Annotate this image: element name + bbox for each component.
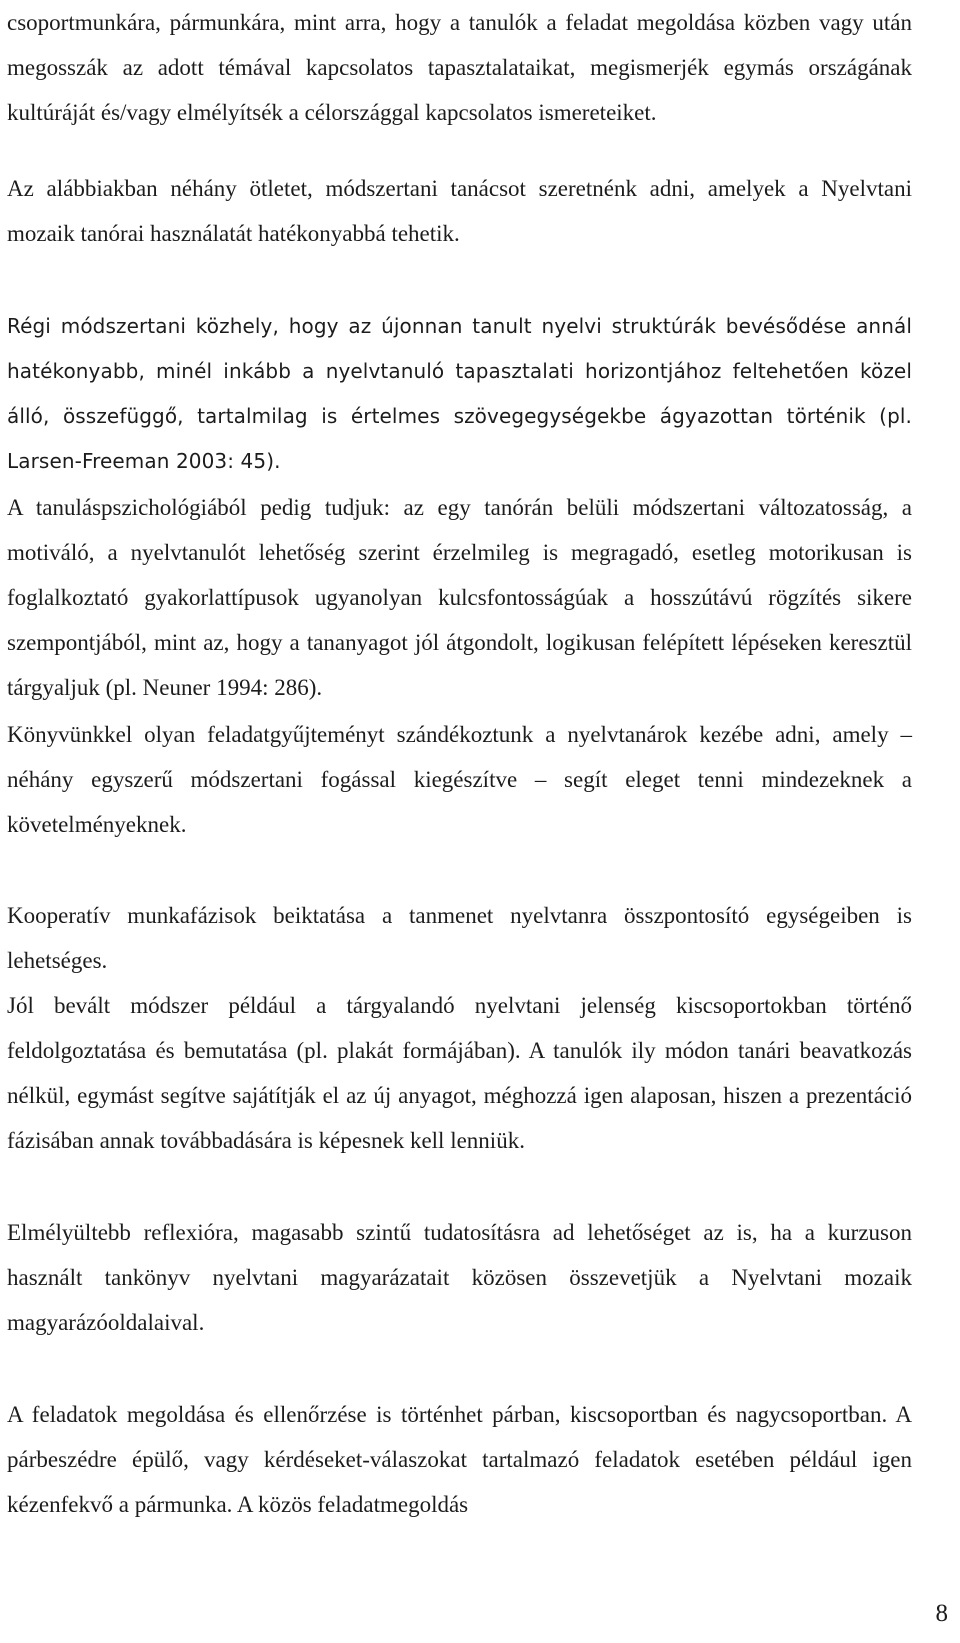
- paragraph-book-purpose: Könyvünkkel olyan feladatgyűjteményt szándékoztunk a nyelvtanárok kezébe adni, amely – néhány egyszerű módszertani fogással kiegészítve – segít eleget tenni mindezeknek a követelményeknek.: [7, 722, 912, 837]
- paragraph-intro-continuation: csoportmunkára, pármunkára, mint arra, hogy a tanulók a feladat megoldása közben vagy után megosszák az adott témával kapcsolatos tapasztalataikat, megismerjék egymás országának kultúráját és/vagy elmélyítsék a célországgal kapcsolatos ismereteiket.: [7, 10, 912, 125]
- paragraph-pair-group-work: A feladatok megoldása és ellenőrzése is történhet párban, kiscsoportban és nagycsoportban. A párbeszédre épülő, vagy kérdéseket-válaszokat tartalmazó feladatok esetében például igen kézenfekvő a pármunka. A közös feladatmegoldás: [7, 1402, 912, 1517]
- paragraph-learning-psychology: A tanuláspszichológiából pedig tudjuk: az egy tanórán belüli módszertani változatosság, a motiváló, a nyelvtanulót lehetőség szerint érzelmileg is megragadó, esetleg motorikusan is foglalkoztató gyakorlattípusok ugyanolyan kulcsfontosságúak a hosszútávú rögzítés sikere szempontjából, mint az, hogy a tananyagot jól átgondolt, logikusan felépített lépéseken keresztül tárgyaljuk (pl. Neuner 1994: 286).: [7, 495, 912, 700]
- paragraph-proven-method: Jól bevált módszer például a tárgyalandó nyelvtani jelenség kiscsoportokban történő feldolgoztatása és bemutatása (pl. plakát formájában). A tanulók ily módon tanári beavatkozás nélkül, egymást segítve sajátítják el az új anyagot, méghozzá igen alaposan, hiszen a prezentáció fázisában annak továbbadására is képesnek kell lenniük.: [7, 993, 912, 1153]
- paragraph-methodology-commonplace: Régi módszertani közhely, hogy az újonnan tanult nyelvi struktúrák bevésődése annál hatékonyabb, minél inkább a nyelvtanuló tapasztalati horizontjához feltehetően közel álló, összefüggő, tartalmilag is értelmes szövegegységekbe ágyazottan történik (pl. Larsen-Freeman 2003: 45).: [7, 314, 912, 473]
- paragraph-deeper-reflection: Elmélyültebb reflexióra, magasabb szintű tudatosításra ad lehetőséget az is, ha a kurzuson használt tankönyv nyelvtani magyarázatait közösen összevetjük a Nyelvtani mozaik magyarázóoldalaival.: [7, 1220, 912, 1335]
- paragraph-cooperative-phases: Kooperatív munkafázisok beiktatása a tanmenet nyelvtanra összpontosító egységeiben is lehetséges.: [7, 903, 912, 973]
- paragraph-suggestions-intro: Az alábbiakban néhány ötletet, módszertani tanácsot szeretnénk adni, amelyek a Nyelvtani mozaik tanórai használatát hatékonyabbá tehetik.: [7, 176, 912, 246]
- page-number: 8: [935, 1600, 948, 1627]
